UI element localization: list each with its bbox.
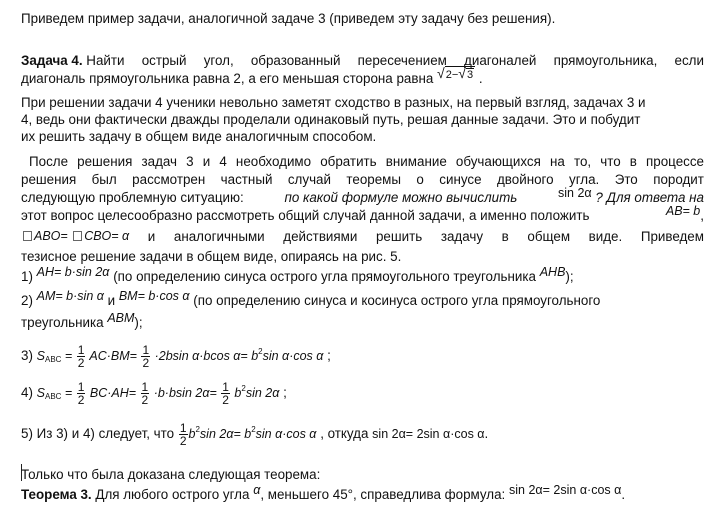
- step-2-cont: треугольника ABM);: [21, 311, 143, 330]
- step-1: 1) AH= b·sin 2α (по определению синуса острого угла прямоугольного треугольника AHB);: [21, 265, 574, 284]
- step-4: 4) $S_{ABC}$ = $\frac{1}{2}$ BC·AH= $\frac{1}{2}$ ·b·bsin 2α= $\frac{1}{2}$ $b^2\sin$ 2α ;: [21, 380, 287, 408]
- intro-line: Приведем пример задачи, аналогичной задаче 3 (приведем эту задачу без решения).: [21, 11, 556, 26]
- step-2: 2) AM= b·sin α и BM= b·cos α (по определению синуса и косинуса острого угла прямоугольного: [21, 289, 601, 308]
- angle-icon: [73, 231, 82, 241]
- para2-line-1: При решении задачи 4 ученики невольно заметят сходство в разных, на первый взгляд, задачах 3 и: [21, 95, 646, 110]
- step-3: 3) $S_{ABC}$ = $\frac{1}{2}$ AC·BM= $\frac{1}{2}$ ·2bsin α·bcos $\alpha= b^2\sin$ α·cos α ;: [21, 343, 331, 371]
- theorem-line: Теорема 3. Для любого острого угла α, меньшего 45°, справедлива формула: sin 2α= 2sin α·cos α.: [21, 483, 626, 502]
- para2-line-2: 4, ведь они фактически дважды проделали одинаковый путь, решая данные задачи. Это и побудит: [21, 112, 641, 127]
- angle-icon: [23, 231, 32, 241]
- para3-line-2: решения был рассмотрен частный случай теоремы о синусе двойного угла. Это породит: [21, 172, 704, 187]
- para3-line-5: ABO= CBO= α и аналогичными действиями решить задачу в общем виде. Приведем: [21, 228, 704, 245]
- para3-line-4: этот вопрос целесообразно рассмотреть общий случай данной задачи, а именно положить AB= b,: [21, 204, 704, 223]
- task4-line-2: диагональ прямоугольника равна 2, а его меньшая сторона равна √2−√3 .: [21, 65, 483, 86]
- formula-sin2a: sin 2α: [558, 186, 592, 200]
- angle-equality: ABO= CBO= α: [21, 228, 129, 245]
- para3-line-1: После решения задач 3 и 4 необходимо обратить внимание обучающихся на то, что в процессе: [29, 154, 704, 169]
- formula-ab-b: AB= b: [665, 204, 701, 218]
- theorem-intro: Только что была доказана следующая теорема:: [21, 467, 321, 482]
- step-5: 5) Из 3) и 4) следует, что $\frac{1}{2}$ $b^2\sin$ $2\alpha= b^2\sin$ α·cos α , откуда sin 2α= 2sin α·cos α.: [21, 421, 489, 449]
- theorem-formula: sin 2α= 2sin α·cos α: [509, 483, 622, 497]
- sqrt-expression: √2−√3: [437, 65, 474, 81]
- task4-label: Задача 4.: [21, 53, 83, 68]
- para2-line-3: их решить задачу в общем виде аналогичным способом.: [21, 129, 377, 144]
- task4-line-1: Задача 4. Найти острый угол, образованный пересечением диагоналей прямоугольника, если: [21, 53, 704, 68]
- para3-line-3: следующую проблемную ситуацию: по какой формуле можно вычислить sin 2α ? Для ответа на: [21, 186, 704, 205]
- para3-line-6: тезисное решение задачи в общем виде, опираясь на рис. 5.: [21, 249, 402, 264]
- document-page: [21, 0, 707, 520]
